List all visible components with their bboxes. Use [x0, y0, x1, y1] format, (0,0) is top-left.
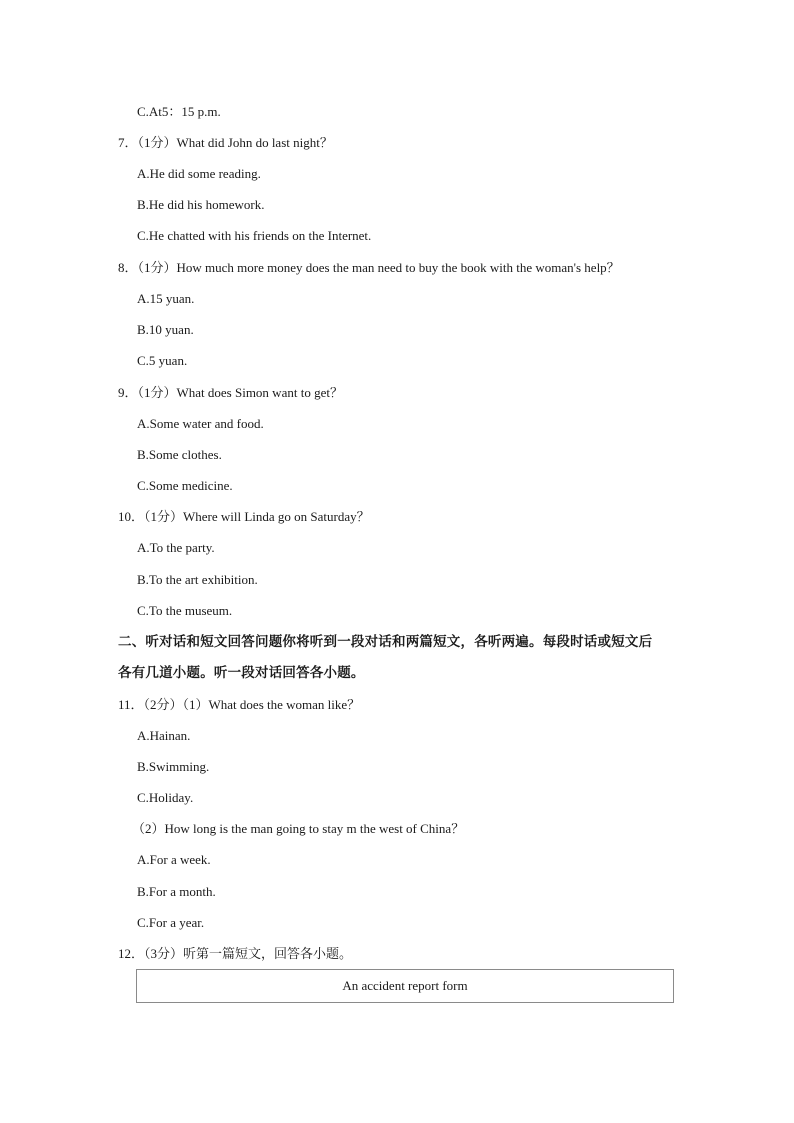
option-11-1c: C.Holiday. — [137, 790, 194, 805]
option-11-2b: B.For a month. — [137, 884, 216, 899]
option-9b: B.Some clothes. — [137, 447, 222, 462]
section-heading-line-2: 各有几道小题。听一段对话回答各小题。 — [118, 665, 365, 681]
option-7a: A.He did some reading. — [137, 166, 261, 181]
accident-report-form-box — [136, 969, 674, 1003]
option-11-1a: A.Hainan. — [137, 728, 191, 743]
option-11-2a: A.For a week. — [137, 852, 211, 867]
question-12: 12．（3分）听第一篇短文，回答各小题。 — [118, 946, 353, 961]
option-11-2c: C.For a year. — [137, 915, 205, 930]
option-8c: C.5 yuan. — [137, 353, 188, 368]
question-7: 7．（1分）What did John do last night？ — [118, 135, 333, 150]
option-11-1b: B.Swimming. — [137, 759, 210, 774]
option-6c: C.At5：15 p.m. — [137, 104, 221, 119]
question-10: 10．（1分）Where will Linda go on Saturday？ — [118, 509, 370, 524]
option-7c: C.He chatted with his friends on the Internet. — [137, 228, 372, 243]
option-9c: C.Some medicine. — [137, 478, 233, 493]
question-11-part-2: （2）How long is the man going to stay m the west of China？ — [132, 821, 465, 836]
option-10c: C.To the museum. — [137, 603, 233, 618]
option-10a: A.To the party. — [137, 540, 215, 555]
question-8: 8．（1分）How much more money does the man need to buy the book with the woman's help？ — [118, 260, 620, 275]
accident-report-form-title: An accident report form — [342, 978, 468, 993]
option-8b: B.10 yuan. — [137, 322, 194, 337]
question-9: 9．（1分）What does Simon want to get？ — [118, 385, 343, 400]
option-7b: B.He did his homework. — [137, 197, 265, 212]
option-10b: B.To the art exhibition. — [137, 572, 258, 587]
section-heading-line-1: 二、听对话和短文回答问题你将听到一段对话和两篇短文，各听两遍。每段时话或短文后 — [118, 634, 653, 650]
option-9a: A.Some water and food. — [137, 416, 264, 431]
question-11: 11．（2分）（1）What does the woman like？ — [118, 697, 361, 712]
option-8a: A.15 yuan. — [137, 291, 195, 306]
